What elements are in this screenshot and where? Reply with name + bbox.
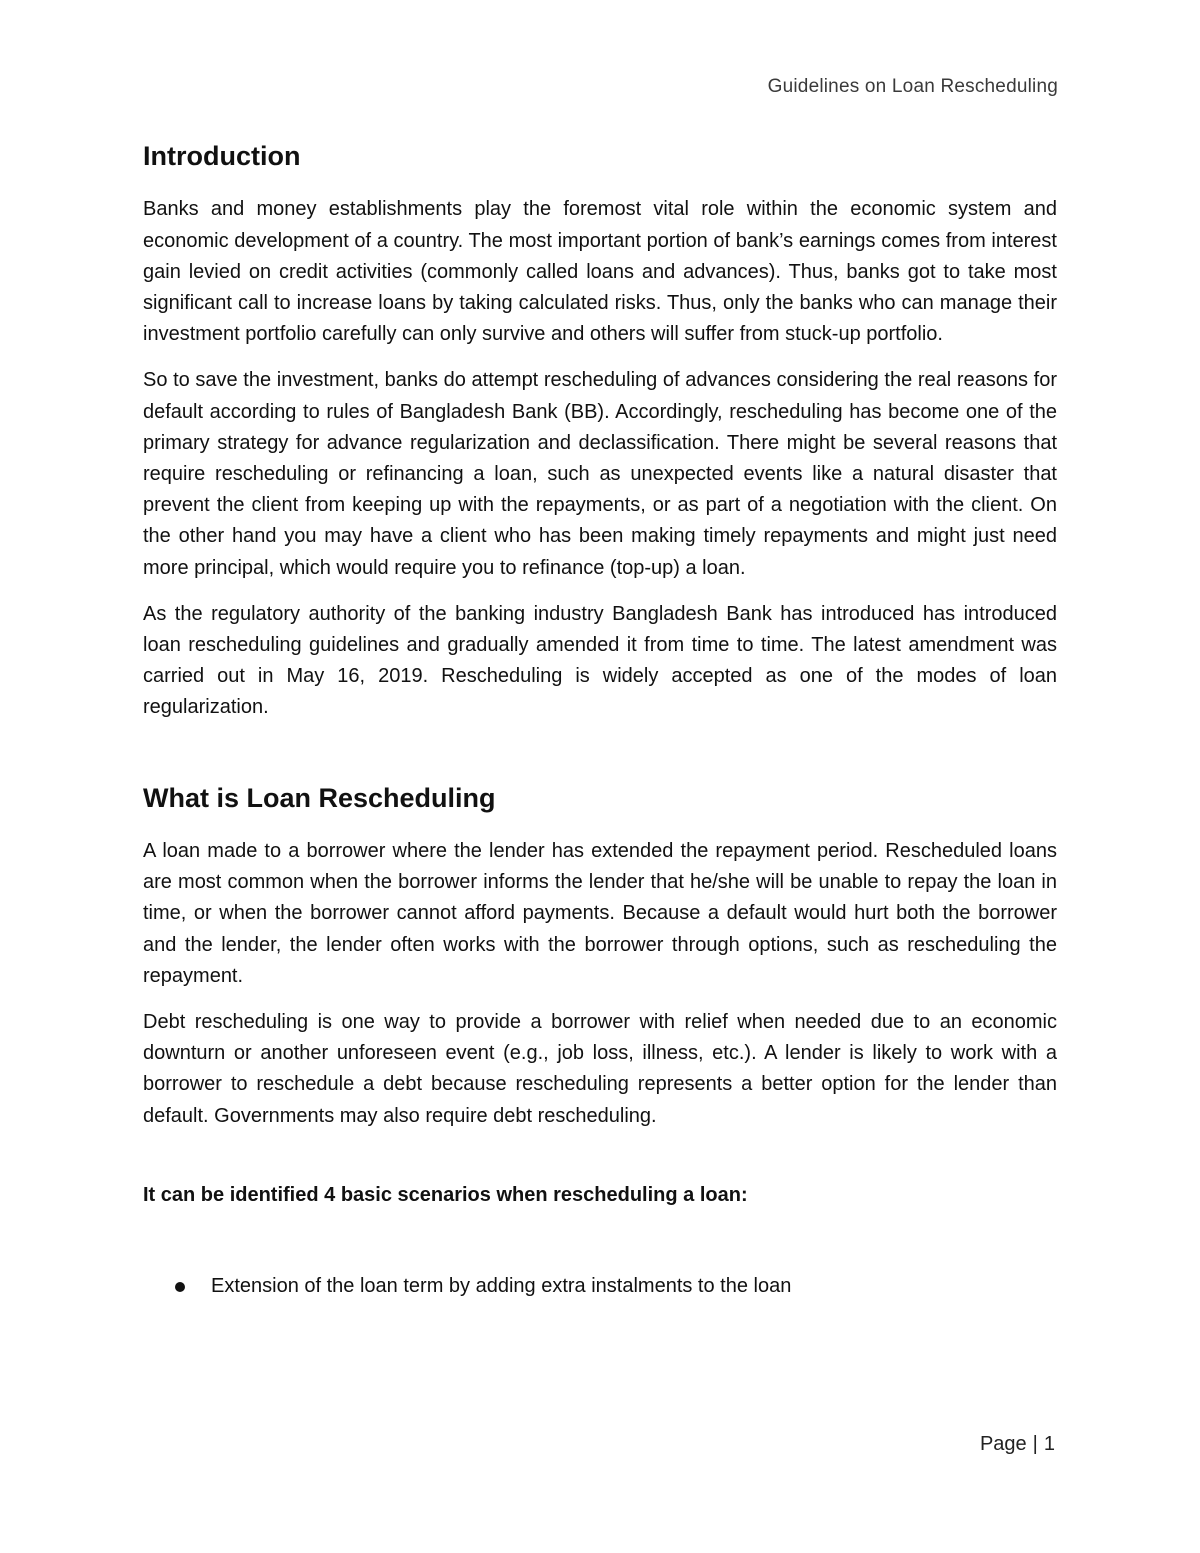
page-number: 1 xyxy=(1043,1433,1055,1455)
page-separator: | xyxy=(1032,1433,1038,1455)
bullet-icon xyxy=(175,1282,185,1292)
document-body xyxy=(143,140,1057,1302)
introduction-paragraph-2: So to save the investment, banks do attempt rescheduling of advances considering the real reasons for default according to rules of Bangladesh Bank (BB). Accordingly, rescheduling has become one of the primary strategy for advance regularization and declassification. There might be several reasons that require rescheduling or refinancing a loan, such as unexpected events like a natural disaster that prevent the client from keeping up with the repayments, or as part of a negotiation with the client. On the other hand you may have a client who has been making timely repayments and might just need more principal, which would require you to refinance (top-up) a loan. xyxy=(143,369,1057,579)
introduction-heading: Introduction xyxy=(143,141,301,171)
what-is-paragraph-2: Debt rescheduling is one way to provide a borrower with relief when needed due to an economic downturn or another unforeseen event (e.g., job loss, illness, etc.). A lender is likely to work with a borrower to reschedule a debt because rescheduling represents a better option for the lender than default. Governments may also require debt rescheduling. xyxy=(143,1011,1057,1127)
introduction-paragraph-3: As the regulatory authority of the banking industry Bangladesh Bank has introduced has introduced loan rescheduling guidelines and gradually amended it from time to time. The latest amendment was carried out in May 16, 2019. Rescheduling is widely accepted as one of the modes of loan regularization. xyxy=(143,602,1057,719)
what-is-loan-rescheduling-section xyxy=(143,782,1057,1132)
introduction-section xyxy=(143,140,1057,724)
page-label: Page xyxy=(979,1433,1027,1455)
running-header: Guidelines on Loan Rescheduling xyxy=(767,76,1058,97)
scenarios-section xyxy=(143,1180,1057,1302)
list-item xyxy=(143,1271,1057,1302)
list-item-text: Extension of the loan term by adding extra instalments to the loan xyxy=(211,1274,792,1297)
what-is-heading: What is Loan Rescheduling xyxy=(143,782,496,813)
scenarios-lead: It can be identified 4 basic scenarios when rescheduling a loan: xyxy=(143,1183,748,1206)
page-footer xyxy=(980,1433,1055,1456)
introduction-paragraph-1: Banks and money establishments play the foremost vital role within the economic system and economic development of a country. The most important portion of bank’s earnings comes from interest gain levied on credit activities (commonly called loans and advances). Thus, banks got to take most significant call to increase loans by taking calculated risks. Thus, only the banks who can manage their investment portfolio carefully can only survive and others will suffer from stuck-up portfolio. xyxy=(143,198,1057,346)
what-is-paragraph-1: A loan made to a borrower where the lender has extended the repayment period. Rescheduled loans are most common when the borrower informs the lender that he/she will be unable to repay the loan in time, or when the borrower cannot afford payments. Because a default would hurt both the borrower and the lender, the lender often works with the borrower through options, such as rescheduling the repayment. xyxy=(143,840,1057,987)
scenarios-list xyxy=(143,1271,1057,1302)
